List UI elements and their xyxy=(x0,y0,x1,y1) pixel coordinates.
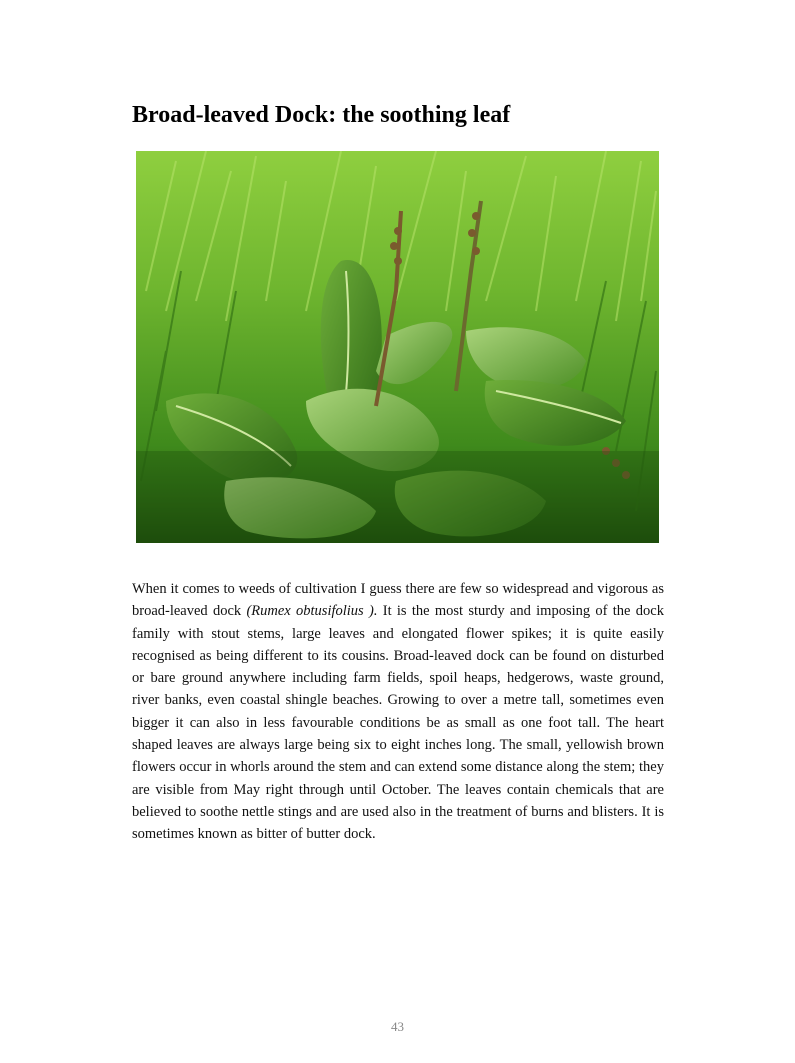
scientific-name: (Rumex obtusifolius ). xyxy=(246,603,378,620)
body-text-main: It is the most sturdy and imposing of the dock family with stout stems, large leaves and elongated flower spikes; it is quite easily recognised as being different to its cousins. Broad-leaved dock can be found on disturbed or bare ground anywhere including farm fields, spoil heaps, hedgerows, waste ground, river banks, even coastal shingle beaches. Growing to over a metre tall, sometimes even bigger it can also in less favourable conditions be as small as one foot tall. The heart shaped leaves are always large being six to eight inches long. The small, yellowish brown flowers occur in whorls around the stem and can extend some distance along the stem; they are visible from May right through until October. The leaves contain chemicals that are believed to soothe nettle stings and are used also in the treatment of burns and blisters. It is sometimes known as bitter of butter dock. xyxy=(132,603,664,843)
body-paragraph xyxy=(132,578,664,846)
dock-plant-illustration xyxy=(136,151,659,543)
page-title: Broad-leaved Dock: the soothing leaf xyxy=(132,102,511,128)
dock-plant-photo xyxy=(136,151,659,543)
body-text-intro: When it comes to weeds of cultivation I guess there are few so widespread and vigorous as broad-leaved dock xyxy=(132,581,664,620)
page-number: 43 xyxy=(391,1019,404,1034)
